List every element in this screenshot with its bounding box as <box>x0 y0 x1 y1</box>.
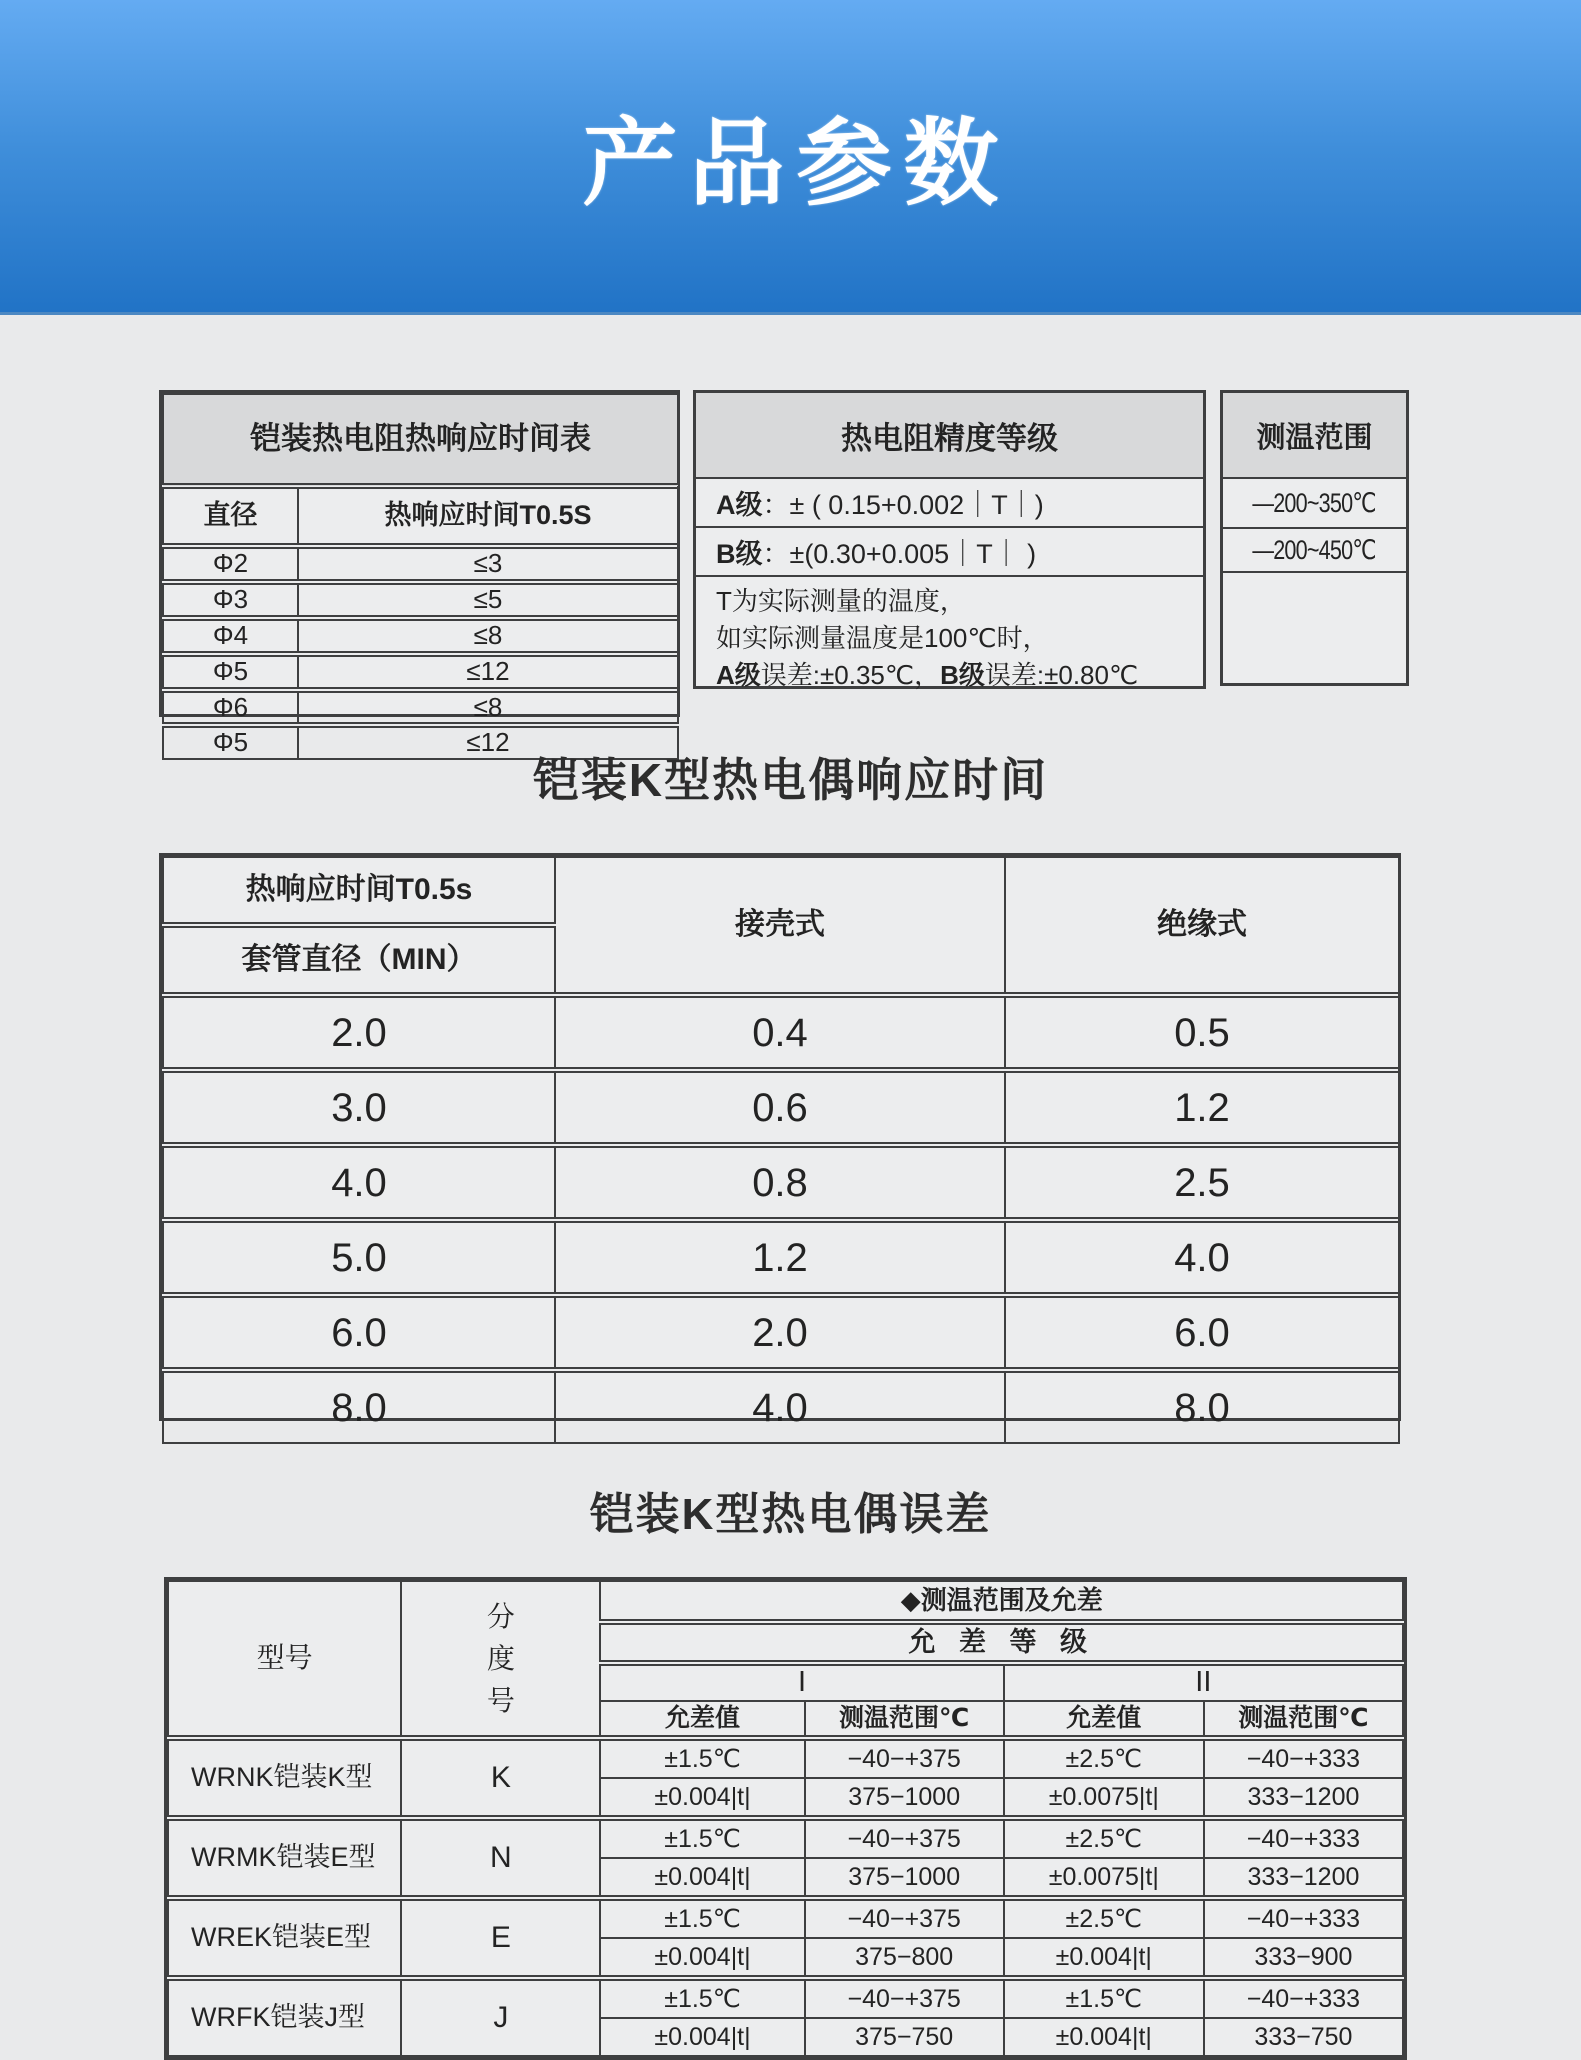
cell-diameter: Φ4 <box>163 618 298 654</box>
rtd-accuracy-table <box>693 390 1206 689</box>
section-heading-k-error: 铠装K型热电偶误差 <box>589 1490 992 1539</box>
rtd-accuracy-table-title: 热电阻精度等级 <box>696 393 1203 479</box>
cell-model: WREK铠装E型 <box>168 1898 401 1978</box>
cell-shell: 0.4 <box>555 995 1005 1070</box>
table-row <box>163 546 678 582</box>
cell-diameter: 6.0 <box>163 1295 555 1370</box>
cell-shell: 2.0 <box>555 1295 1005 1370</box>
note-line-1: T为实际测量的温度， <box>716 586 966 616</box>
cell-tolerance: ±0.004|t| <box>600 2018 804 2056</box>
cell-response-time: ≤8 <box>298 618 678 654</box>
cell-insulated: 0.5 <box>1005 995 1399 1070</box>
cell-insulated: 8.0 <box>1005 1370 1399 1443</box>
header-model: 型号 <box>168 1581 401 1738</box>
cell-diameter: 5.0 <box>163 1220 555 1295</box>
table-row <box>163 582 678 618</box>
table-row <box>168 1818 1403 1858</box>
header-insulated-type: 绝缘式 <box>1005 857 1399 995</box>
cell-range: −40−+333 <box>1204 1898 1403 1938</box>
cell-shell: 4.0 <box>555 1370 1005 1443</box>
measuring-range-table <box>1220 390 1409 686</box>
cell-range: 375−750 <box>805 2018 1004 2056</box>
cell-range: 375−1000 <box>805 1778 1004 1818</box>
cell-tolerance: ±2.5℃ <box>1004 1738 1204 1778</box>
grade-a-label: A级 <box>716 490 763 520</box>
cell-model: WRFK铠装J型 <box>168 1978 401 2056</box>
page-title: 产品参数 <box>582 111 1011 217</box>
header-grade-1: I <box>600 1663 1003 1701</box>
cell-tolerance: ±0.004|t| <box>600 1938 804 1978</box>
k-response-table <box>159 853 1401 1430</box>
header-graduation <box>401 1581 600 1738</box>
table-row <box>163 654 678 690</box>
cell-diameter: 2.0 <box>163 995 555 1070</box>
grade-b-label: B级 <box>716 539 763 569</box>
cell-tolerance: ±0.0075|t| <box>1004 1778 1204 1818</box>
cell-range: 333−1200 <box>1204 1778 1403 1818</box>
table-row <box>163 1370 1399 1443</box>
header-grade-2: II <box>1004 1663 1403 1701</box>
header-response-time: 热响应时间T0.5s <box>163 857 555 925</box>
cell-response-time: ≤3 <box>298 546 678 582</box>
cell-range: 333−1200 <box>1204 1858 1403 1898</box>
cell-insulated: 6.0 <box>1005 1295 1399 1370</box>
header-range-1: 测温范围℃ <box>805 1701 1004 1738</box>
table-row <box>163 1145 1399 1220</box>
header-tolerance-value-2: 允差值 <box>1004 1701 1204 1738</box>
cell-diameter: 8.0 <box>163 1370 555 1443</box>
table-row <box>163 1295 1399 1370</box>
cell-graduation: J <box>401 1978 600 2056</box>
cell-range: −40−+333 <box>1204 1738 1403 1778</box>
note-line-3 <box>716 657 1203 694</box>
range-row <box>1223 479 1406 529</box>
cell-diameter: Φ5 <box>163 654 298 690</box>
cell-tolerance: ±1.5℃ <box>1004 1978 1204 2018</box>
table-row <box>163 618 678 654</box>
cell-tolerance: ±1.5℃ <box>600 1818 804 1858</box>
cell-diameter: Φ5 <box>163 725 298 759</box>
cell-diameter: Φ2 <box>163 546 298 582</box>
table-row <box>163 1220 1399 1295</box>
cell-tolerance: ±2.5℃ <box>1004 1818 1204 1858</box>
cell-range: −40−+375 <box>805 1818 1004 1858</box>
cell-graduation: E <box>401 1898 600 1978</box>
header-sheath-diameter: 套管直径（MIN） <box>163 925 555 995</box>
cell-shell: 0.6 <box>555 1070 1005 1145</box>
cell-tolerance: ±0.004|t| <box>1004 1938 1204 1978</box>
cell-range: −40−+333 <box>1204 1978 1403 2018</box>
table-row <box>163 995 1399 1070</box>
cell-insulated: 4.0 <box>1005 1220 1399 1295</box>
cell-insulated: 1.2 <box>1005 1070 1399 1145</box>
header-range-and-tolerance: ◆测温范围及允差 <box>600 1581 1403 1622</box>
cell-range: 333−900 <box>1204 1938 1403 1978</box>
cell-tolerance: ±1.5℃ <box>600 1898 804 1938</box>
rtd-response-table <box>159 390 680 758</box>
header-range-2: 测温范围℃ <box>1204 1701 1403 1738</box>
note-b-text: 误差:±0.80℃ <box>984 660 1139 690</box>
note-b-label: B级 <box>940 660 985 690</box>
grade-a-formula: ：± ( 0.15+0.002｜T｜) <box>762 490 1044 520</box>
measuring-range-title: 测温范围 <box>1223 393 1406 479</box>
cell-diameter: 3.0 <box>163 1070 555 1145</box>
header-tolerance-grade: 允 差 等 级 <box>600 1622 1403 1663</box>
cell-range: −40−+375 <box>805 1898 1004 1938</box>
grade-b-formula: ：±(0.30+0.005｜T｜ ) <box>762 539 1037 569</box>
k-error-table <box>164 1577 1407 2060</box>
cell-insulated: 2.5 <box>1005 1145 1399 1220</box>
banner <box>0 0 1581 315</box>
cell-tolerance: ±0.004|t| <box>600 1858 804 1898</box>
cell-range: −40−+375 <box>805 1738 1004 1778</box>
cell-tolerance: ±2.5℃ <box>1004 1898 1204 1938</box>
range-value: —200~450℃ <box>1252 534 1377 565</box>
cell-tolerance: ±0.004|t| <box>1004 2018 1204 2056</box>
cell-graduation: N <box>401 1818 600 1898</box>
grade-b-row <box>696 528 1203 577</box>
cell-range: 333−750 <box>1204 2018 1403 2056</box>
cell-model: WRMK铠装E型 <box>168 1818 401 1898</box>
grade-a-row <box>696 479 1203 528</box>
header-shell-type: 接壳式 <box>555 857 1005 995</box>
header-graduation-text: 分度号 <box>486 1600 515 1716</box>
column-header-diameter: 直径 <box>163 486 298 546</box>
cell-response-time: ≤12 <box>298 654 678 690</box>
rtd-response-table-title: 铠装热电阻热响应时间表 <box>163 394 678 486</box>
cell-response-time: ≤5 <box>298 582 678 618</box>
cell-graduation: K <box>401 1738 600 1818</box>
cell-tolerance: ±0.004|t| <box>600 1778 804 1818</box>
cell-tolerance: ±1.5℃ <box>600 1738 804 1778</box>
table-row <box>168 1978 1403 2018</box>
cell-shell: 0.8 <box>555 1145 1005 1220</box>
cell-range: 375−800 <box>805 1938 1004 1978</box>
table-row <box>163 1070 1399 1145</box>
column-header-response-time: 热响应时间T0.5S <box>298 486 678 546</box>
cell-range: −40−+333 <box>1204 1818 1403 1858</box>
header-tolerance-value-1: 允差值 <box>600 1701 804 1738</box>
note-a-text: 误差:±0.35℃， <box>760 660 941 690</box>
cell-shell: 1.2 <box>555 1220 1005 1295</box>
cell-response-time: ≤12 <box>298 725 678 759</box>
note-a-label: A级 <box>716 660 761 690</box>
range-row <box>1223 529 1406 573</box>
cell-model: WRNK铠装K型 <box>168 1738 401 1818</box>
cell-tolerance: ±0.0075|t| <box>1004 1858 1204 1898</box>
cell-diameter: 4.0 <box>163 1145 555 1220</box>
cell-range: −40−+375 <box>805 1978 1004 2018</box>
accuracy-note <box>696 577 1203 694</box>
cell-range: 375−1000 <box>805 1858 1004 1898</box>
cell-response-time: ≤8 <box>298 690 678 726</box>
note-line-2: 如实际测量温度是100℃时， <box>716 623 1049 653</box>
table-row <box>168 1898 1403 1938</box>
section-heading-k-response: 铠装K型热电偶响应时间 <box>532 754 1049 806</box>
table-row <box>168 1738 1403 1778</box>
cell-diameter: Φ6 <box>163 690 298 726</box>
cell-tolerance: ±1.5℃ <box>600 1978 804 2018</box>
cell-diameter: Φ3 <box>163 582 298 618</box>
table-row <box>163 690 678 726</box>
range-value: —200~350℃ <box>1252 487 1377 518</box>
